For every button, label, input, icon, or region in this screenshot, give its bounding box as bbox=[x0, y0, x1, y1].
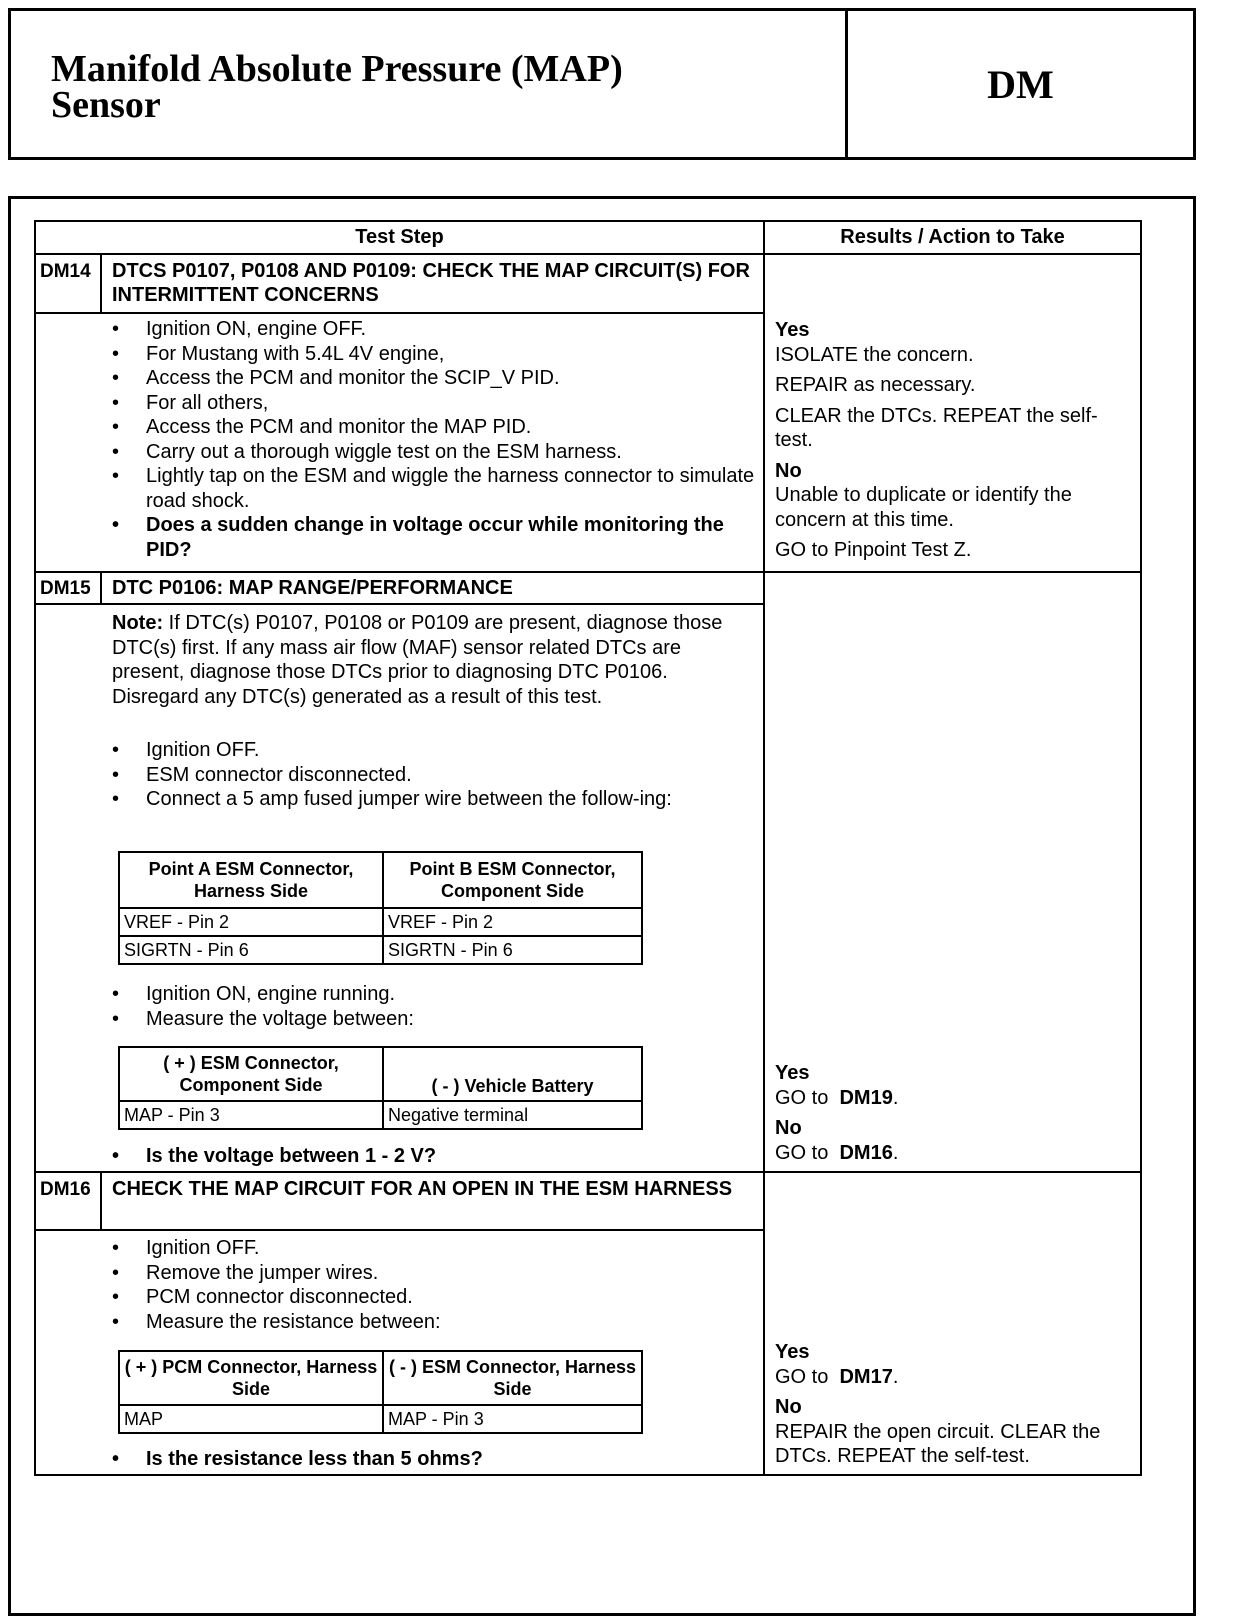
dm15-note-text: If DTC(s) P0107, P0108 or P0109 are present, diagnose those DTC(s) first. If any mass air flow (MAF) sensor related DTCs are present, diagnose those DTCs prior to diagnosing DTC P0106. Disregard any DTC(s) generated as a result of this test. bbox=[112, 612, 723, 708]
dm16-no-text: REPAIR the open circuit. CLEAR the DTCs. REPEAT the self-test. bbox=[775, 1420, 1101, 1467]
list-item: • ESM connector disconnected. bbox=[112, 763, 762, 788]
voltage-table-head-a: ( + ) ESM Connector, Component Side bbox=[119, 1047, 383, 1101]
table-row bbox=[119, 936, 642, 964]
list-item: • For Mustang with 5.4L 4V engine, bbox=[112, 342, 762, 367]
header-row-line bbox=[34, 253, 1142, 255]
dm14-yes-label: Yes bbox=[775, 319, 810, 341]
dm16-question-list bbox=[112, 1447, 762, 1472]
page-header bbox=[8, 8, 1196, 160]
list-item: • Measure the voltage between: bbox=[112, 1007, 762, 1032]
table-row bbox=[119, 1405, 642, 1433]
dm16-yes-action: GO to DM17. bbox=[775, 1365, 899, 1388]
page-title-line2: Sensor bbox=[51, 84, 161, 126]
list-item: • Connect a 5 amp fused jumper wire between the follow-ing: bbox=[112, 787, 736, 812]
page-title-line1: Manifold Absolute Pressure (MAP) bbox=[51, 48, 623, 90]
dm15-yes-action: GO to DM19. bbox=[775, 1086, 899, 1109]
table-cell: Negative terminal bbox=[383, 1101, 642, 1129]
dm14-step-id: DM14 bbox=[40, 261, 91, 282]
table-cell: MAP bbox=[119, 1405, 383, 1433]
section-code: DM bbox=[987, 61, 1054, 107]
table-border-top bbox=[34, 220, 1142, 222]
dm15-no-label: No bbox=[775, 1117, 802, 1139]
dm16-steps bbox=[112, 1236, 762, 1334]
list-item: • PCM connector disconnected. bbox=[112, 1285, 762, 1310]
dm15-step-id: DM15 bbox=[40, 578, 91, 599]
dm14-question: • Does a sudden change in voltage occur while monitoring the PID? bbox=[112, 513, 762, 562]
dm16-results bbox=[775, 1340, 1135, 1469]
dm14-no-line: GO to Pinpoint Test Z. bbox=[775, 539, 972, 561]
table-row bbox=[119, 1101, 642, 1129]
table-cell: MAP - Pin 3 bbox=[383, 1405, 642, 1433]
column-divider bbox=[763, 220, 765, 1476]
table-cell: SIGRTN - Pin 6 bbox=[383, 936, 642, 964]
table-border-left bbox=[34, 220, 36, 1476]
dm14-yes-line: ISOLATE the concern. bbox=[775, 343, 974, 366]
list-item: • For all others, bbox=[112, 391, 762, 416]
dm15-id-divider bbox=[100, 571, 102, 604]
dm15-question: • Is the voltage between 1 - 2 V? bbox=[112, 1144, 762, 1169]
table-border-bottom bbox=[34, 1474, 1142, 1476]
dm15-row-line bbox=[34, 571, 1142, 573]
dm16-yes-label: Yes bbox=[775, 1341, 810, 1363]
list-item: • Carry out a thorough wiggle test on the ESM harness. bbox=[112, 440, 762, 465]
dm14-yes-line: CLEAR the DTCs. REPEAT the self-test. bbox=[775, 404, 1098, 451]
page-title bbox=[51, 48, 623, 126]
dm14-results bbox=[775, 318, 1135, 563]
list-item: • Lightly tap on the ESM and wiggle the harness connector to simulate road shock. bbox=[112, 464, 762, 513]
voltage-table-head-b: ( - ) Vehicle Battery bbox=[383, 1047, 642, 1101]
dm16-title-line bbox=[34, 1229, 765, 1231]
table-cell: MAP - Pin 3 bbox=[119, 1101, 383, 1129]
list-item: • Ignition OFF. bbox=[112, 738, 762, 763]
go-to-text: GO to bbox=[775, 1365, 829, 1388]
dm14-title-line bbox=[34, 312, 765, 314]
list-item: • Ignition ON, engine OFF. bbox=[112, 317, 762, 342]
dm14-no-line: Unable to duplicate or identify the concern at this time. bbox=[775, 484, 1072, 531]
dm15-note bbox=[112, 611, 752, 709]
col-header-results: Results / Action to Take bbox=[840, 226, 1065, 248]
dm15-yes-target: DM19 bbox=[839, 1086, 893, 1109]
jumper-table-head-a: Point A ESM Connector, Harness Side bbox=[119, 852, 383, 908]
dm16-question: • Is the resistance less than 5 ohms? bbox=[112, 1447, 762, 1472]
go-to-text: GO to bbox=[775, 1086, 829, 1109]
dm15-step-title: DTC P0106: MAP RANGE/PERFORMANCE bbox=[112, 577, 513, 599]
list-item: • Ignition ON, engine running. bbox=[112, 982, 762, 1007]
dm16-step-id: DM16 bbox=[40, 1179, 91, 1200]
resistance-table bbox=[118, 1350, 643, 1434]
voltage-table bbox=[118, 1046, 643, 1130]
dm16-no-label: No bbox=[775, 1396, 802, 1418]
resistance-table-head-b: ( - ) ESM Connector, Harness Side bbox=[383, 1351, 642, 1405]
list-item: • Access the PCM and monitor the MAP PID. bbox=[112, 415, 762, 440]
col-header-test-step: Test Step bbox=[355, 226, 444, 248]
table-row bbox=[119, 908, 642, 936]
go-to-text: GO to bbox=[775, 1141, 829, 1164]
dm16-id-divider bbox=[100, 1171, 102, 1230]
table-cell: VREF - Pin 2 bbox=[383, 908, 642, 936]
list-item: • Remove the jumper wires. bbox=[112, 1261, 762, 1286]
dm16-row-line bbox=[34, 1171, 1142, 1173]
table-border-right bbox=[1140, 220, 1142, 1476]
dm15-yes-label: Yes bbox=[775, 1062, 810, 1084]
jumper-table bbox=[118, 851, 643, 965]
dm15-note-label: Note: bbox=[112, 612, 164, 634]
dm16-yes-target: DM17 bbox=[839, 1365, 893, 1388]
dm16-step-title: CHECK THE MAP CIRCUIT FOR AN OPEN IN THE ESM HARNESS bbox=[112, 1178, 733, 1200]
dm14-id-divider bbox=[100, 253, 102, 313]
table-cell: VREF - Pin 2 bbox=[119, 908, 383, 936]
dm15-no-action: GO to DM16. bbox=[775, 1141, 899, 1164]
dm15-steps-1 bbox=[112, 738, 762, 812]
dm15-results bbox=[775, 1061, 1135, 1165]
dm14-no-label: No bbox=[775, 459, 802, 482]
table-cell: SIGRTN - Pin 6 bbox=[119, 936, 383, 964]
dm15-steps-2 bbox=[112, 982, 762, 1031]
dm15-no-target: DM16 bbox=[839, 1141, 893, 1164]
jumper-table-head-b: Point B ESM Connector, Component Side bbox=[383, 852, 642, 908]
dm14-steps bbox=[112, 317, 762, 562]
dm15-title-line bbox=[34, 603, 765, 605]
list-item: • Measure the resistance between: bbox=[112, 1310, 762, 1335]
list-item: • Ignition OFF. bbox=[112, 1236, 762, 1261]
dm14-step-title: DTCS P0107, P0108 AND P0109: CHECK THE MAP CIRCUIT(S) FOR INTERMITTENT CONCERNS bbox=[112, 260, 750, 306]
resistance-table-head-a: ( + ) PCM Connector, Harness Side bbox=[119, 1351, 383, 1405]
dm15-question-list bbox=[112, 1144, 762, 1169]
dm14-yes-line: REPAIR as necessary. bbox=[775, 374, 976, 396]
list-item: • Access the PCM and monitor the SCIP_V PID. bbox=[112, 366, 762, 391]
